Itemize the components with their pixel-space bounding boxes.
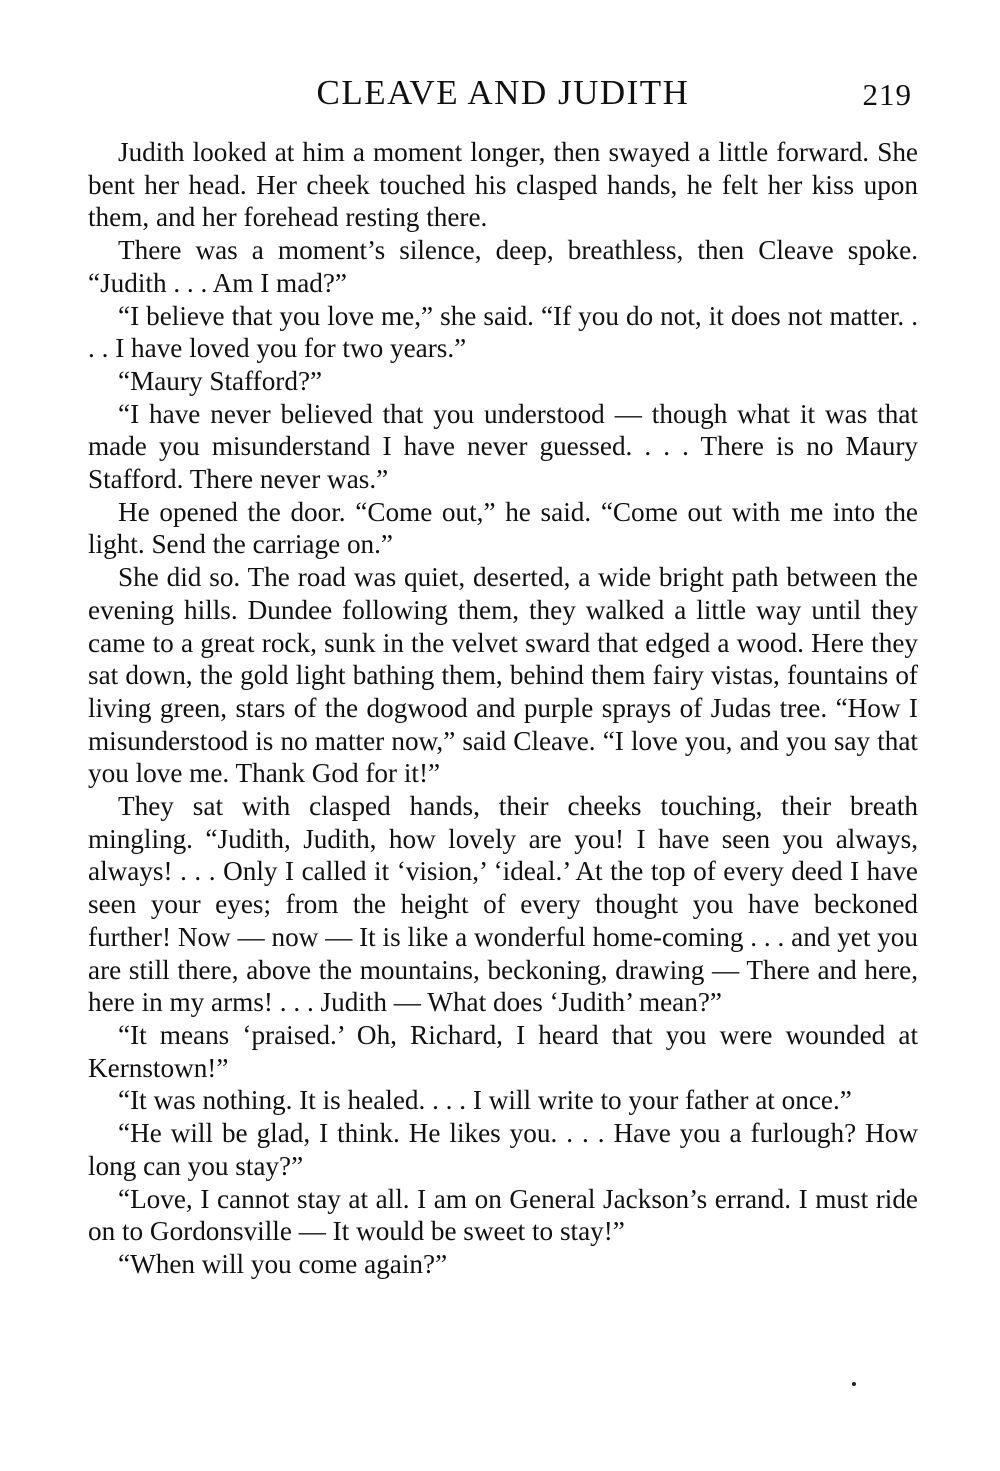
paragraph: He opened the door. “Come out,” he said. “Come out with me into the light. Send the carriage on.”	[88, 496, 918, 560]
paragraph: They sat with clasped hands, their cheeks touching, their breath mingling. “Judith, Judith, how lovely are you! I have seen you always, always! . . . Only I called it ‘vision,’ ‘ideal.’ At the top of every deed I have seen your eyes; from the height of every thought you have beckoned further! Now — now — It is like a wonderful home-coming . . . and yet you are still there, above the mountains, beckoning, drawing — There and here, here in my arms! . . . Judith — What does ‘Judith’ mean?”	[88, 791, 918, 1018]
paragraph: “Love, I cannot stay at all. I am on General Jackson’s errand. I must ride on to Gordonsville — It would be sweet to stay!”	[88, 1183, 918, 1247]
paragraph: “When will you come again?”	[118, 1248, 448, 1279]
paragraph: “It was nothing. It is healed. . . . I will write to your father at once.”	[118, 1085, 852, 1116]
paragraph: She did so. The road was quiet, deserted, a wide bright path between the evening hills. Dundee following them, they walked a little way until they came to a great rock, sunk in the velvet sward that edged a wood. Here they sat down, the gold light bathing them, behind them fairy vistas, fountains of living green, stars of the dogwood and purple sprays of Judas tree. “How I misunderstood is no matter now,” said Cleave. “I love you, and you say that you love me. Thank God for it!”	[88, 562, 918, 789]
page-header	[88, 70, 918, 120]
paragraph: “I believe that you love me,” she said. “If you do not, it does not matter. . . . I have loved you for two years.”	[88, 300, 918, 364]
page-number: 219	[862, 77, 912, 112]
paragraph: “He will be glad, I think. He likes you. . . . Have you a furlough? How long can you stay?”	[88, 1118, 918, 1181]
body-text	[88, 136, 918, 1281]
paragraph: “I have never believed that you understood — though what it was that made you misunderstand I have never guessed. . . . There is no Maury Stafford. There never was.”	[88, 398, 918, 495]
ink-speck	[852, 1382, 856, 1386]
paragraph: “It means ‘praised.’ Oh, Richard, I heard that you were wounded at Kernstown!”	[88, 1019, 918, 1083]
paragraph: There was a moment’s silence, deep, breathless, then Cleave spoke. “Judith . . . Am I mad?”	[88, 235, 918, 298]
paragraph: “Maury Stafford?”	[118, 365, 323, 396]
running-head: CLEAVE AND JUDITH	[316, 73, 690, 112]
paragraph: Judith looked at him a moment longer, then swayed a little forward. She bent her head. Her cheek touched his clasped hands, he felt her kiss upon them, and her forehead resting there.	[88, 137, 918, 233]
